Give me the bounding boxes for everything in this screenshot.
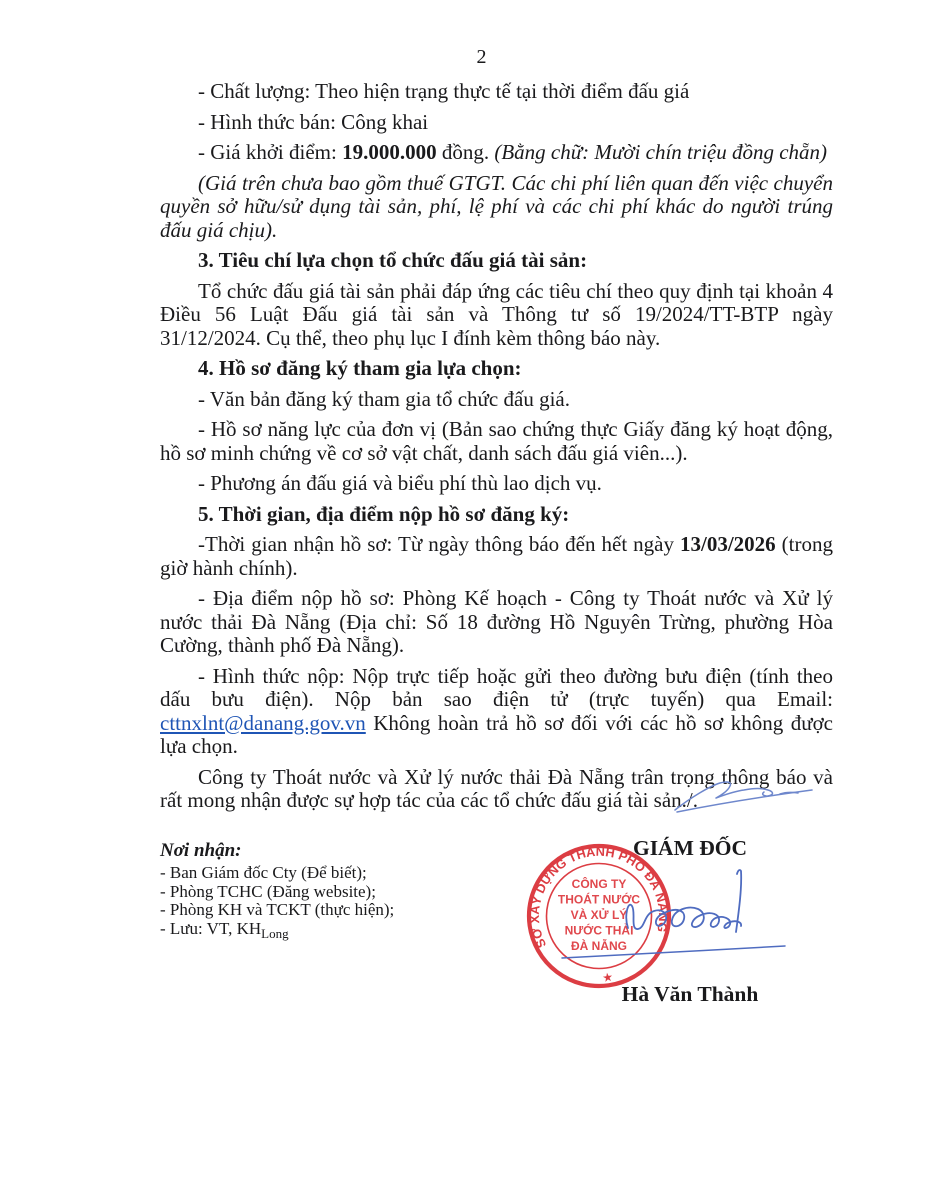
paragraph-auction-plan: - Phương án đấu giá và biểu phí thù lao dịch vụ. <box>198 471 602 495</box>
paraph-underline <box>677 790 812 812</box>
stamp-rim-text: SỞ XÂY DỰNG THÀNH PHỐ ĐÀ NẴNG <box>527 844 671 951</box>
paraph-squiggle <box>675 782 798 810</box>
archive-subscript: Long <box>261 925 289 941</box>
director-signature <box>552 858 872 968</box>
section3-heading: 3. Tiêu chí lựa chọn tổ chức đấu giá tài sản: <box>198 248 588 272</box>
stamp-center-line: ĐÀ NẴNG <box>571 939 627 953</box>
document-body <box>160 80 833 820</box>
email-link[interactable]: cttnxlnt@danang.gov.vn <box>160 710 366 735</box>
price-prefix: - Giá khởi điểm: <box>198 140 343 164</box>
paragraph-submission-method <box>160 665 833 759</box>
section4-heading: 4. Hồ sơ đăng ký tham gia lựa chọn: <box>198 356 522 380</box>
time-suffix: (trong giờ hành chính). <box>160 532 833 580</box>
paragraph-submission-location: - Địa điểm nộp hồ sơ: Phòng Kế hoạch - Công ty Thoát nước và Xử lý nước thải Đà Nẵng (Địa chỉ: Số 18 đường Hồ Nguyên Trừng, phường Hòa Cường, thành phố Đà Nẵng). <box>160 586 833 657</box>
time-prefix: -Thời gian nhận hồ sơ: Từ ngày thông báo đến hết ngày <box>198 532 680 556</box>
paragraph-closing: Công ty Thoát nước và Xử lý nước thải Đà Nẵng trân trọng thông báo và rất mong nhận được sự hợp tác của các tổ chức đấu giá tài sản./. <box>160 764 833 812</box>
section5-heading: 5. Thời gian, địa điểm nộp hồ sơ đăng ký: <box>198 501 570 526</box>
star-icon: ★ <box>601 969 614 986</box>
signature-loops <box>626 905 741 929</box>
stamp-center-line: VÀ XỬ LÝ <box>570 908 628 922</box>
stamp-center-line: CÔNG TY <box>571 877 627 891</box>
recipients-label: Nơi nhận: <box>160 840 242 861</box>
submit-prefix: - Hình thức nộp: Nộp trực tiếp hoặc gửi theo đường bưu điện (tính theo dấu bưu điện). Nộp bản sao điện tử (trực tuyến) qua Email: <box>160 663 833 711</box>
signature-initial-paraph <box>662 772 817 827</box>
recipient-item-archive <box>160 920 490 939</box>
recipients-block <box>160 840 490 941</box>
paragraph-quality: - Chất lượng: Theo hiện trạng thực tế tại thời điểm đấu giá <box>198 79 690 103</box>
stamp-center-line: NƯỚC THẢI <box>564 923 634 938</box>
deadline-date: 13/03/2026 <box>680 532 776 556</box>
stamp-center-line: THOÁT NƯỚC <box>557 892 641 907</box>
recipient-item: - Phòng TCHC (Đăng website); <box>160 881 376 901</box>
price-in-words: (Bằng chữ: Mười chín triệu đồng chẵn) <box>494 140 828 164</box>
price-amount: 19.000.000 <box>342 140 437 164</box>
archive-text: - Lưu: VT, KH <box>160 918 262 938</box>
page-number: 2 <box>476 46 487 68</box>
paragraph-price-note: (Giá trên chưa bao gồm thuế GTGT. Các chi phí liên quan đến việc chuyển quyền sở hữu/sử dụng tài sản, phí, lệ phí và các chi phí khác do người trúng đấu giá chịu). <box>160 170 833 242</box>
paragraph-registration-doc: - Văn bản đăng ký tham gia tổ chức đấu giá. <box>198 386 570 411</box>
signature-underline <box>562 946 785 958</box>
paragraph-sale-form: - Hình thức bán: Công khai <box>198 109 429 134</box>
recipient-item: - Phòng KH và TCKT (thực hiện); <box>160 900 395 920</box>
price-unit: đồng. <box>436 140 495 164</box>
signer-name: Hà Văn Thành <box>621 982 759 1006</box>
signer-title: GIÁM ĐỐC <box>632 836 748 860</box>
paragraph-capability-profile: - Hồ sơ năng lực của đơn vị (Bản sao chứng thực Giấy đăng ký hoạt động, hồ sơ minh chứng về cơ sở vật chất, danh sách đấu giá viên...). <box>160 417 833 465</box>
paragraph-criteria: Tổ chức đấu giá tài sản phải đáp ứng các tiêu chí theo quy định tại khoản 4 Điều 56 Luật Đấu giá tài sản và Thông tư số 19/2024/TT-BTP ngày 31/12/2024. Cụ thể, theo phụ lục I đính kèm thông báo này. <box>160 278 833 350</box>
submit-suffix: Không hoàn trả hồ sơ đối với các hồ sơ không được lựa chọn. <box>160 710 833 758</box>
recipient-item: - Ban Giám đốc Cty (Để biết); <box>160 863 367 882</box>
paragraph-starting-price <box>160 141 833 165</box>
paragraph-submission-time <box>160 533 833 580</box>
